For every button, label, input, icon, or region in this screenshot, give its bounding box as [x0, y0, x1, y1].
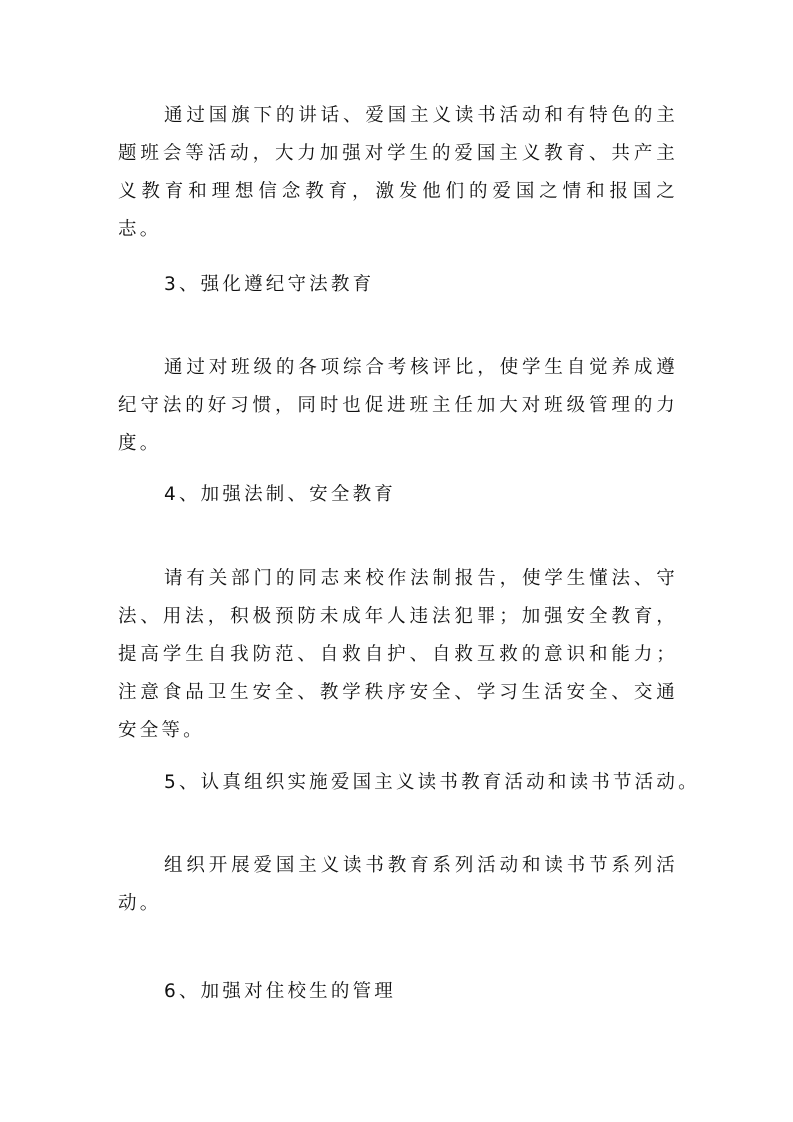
paragraph-reading-activities: 组织开展爱国主义读书教育系列活动和读书节系列活动。 — [118, 855, 678, 914]
section-heading-4: 4、加强法制、安全教育 — [164, 484, 396, 505]
paragraph-patriotic-education: 通过国旗下的讲话、爱国主义读书活动和有特色的主题班会等活动，大力加强对学生的爱国主义教育、共产主义教育和理想信念教育，激发他们的爱国之情和报国之志。 — [118, 105, 678, 240]
paragraph-legal-safety: 请有关部门的同志来校作法制报告，使学生懂法、守法、用法，积极预防未成年人违法犯罪；加强安全教育，提高学生自我防范、自救自护、自救互救的意识和能力；注意食品卫生安全、教学秩序安全、学习生活安全、交通安全等。 — [118, 568, 678, 741]
section-heading-3: 3、强化遵纪守法教育 — [164, 274, 375, 295]
section-heading-5: 5、认真组织实施爱国主义读书教育活动和读书节活动。 — [164, 772, 700, 793]
paragraph-discipline-law: 通过对班级的各项综合考核评比，使学生自觉养成遵纪守法的好习惯，同时也促进班主任加大对班级管理的力度。 — [118, 357, 678, 454]
section-heading-6: 6、加强对住校生的管理 — [164, 981, 396, 1002]
